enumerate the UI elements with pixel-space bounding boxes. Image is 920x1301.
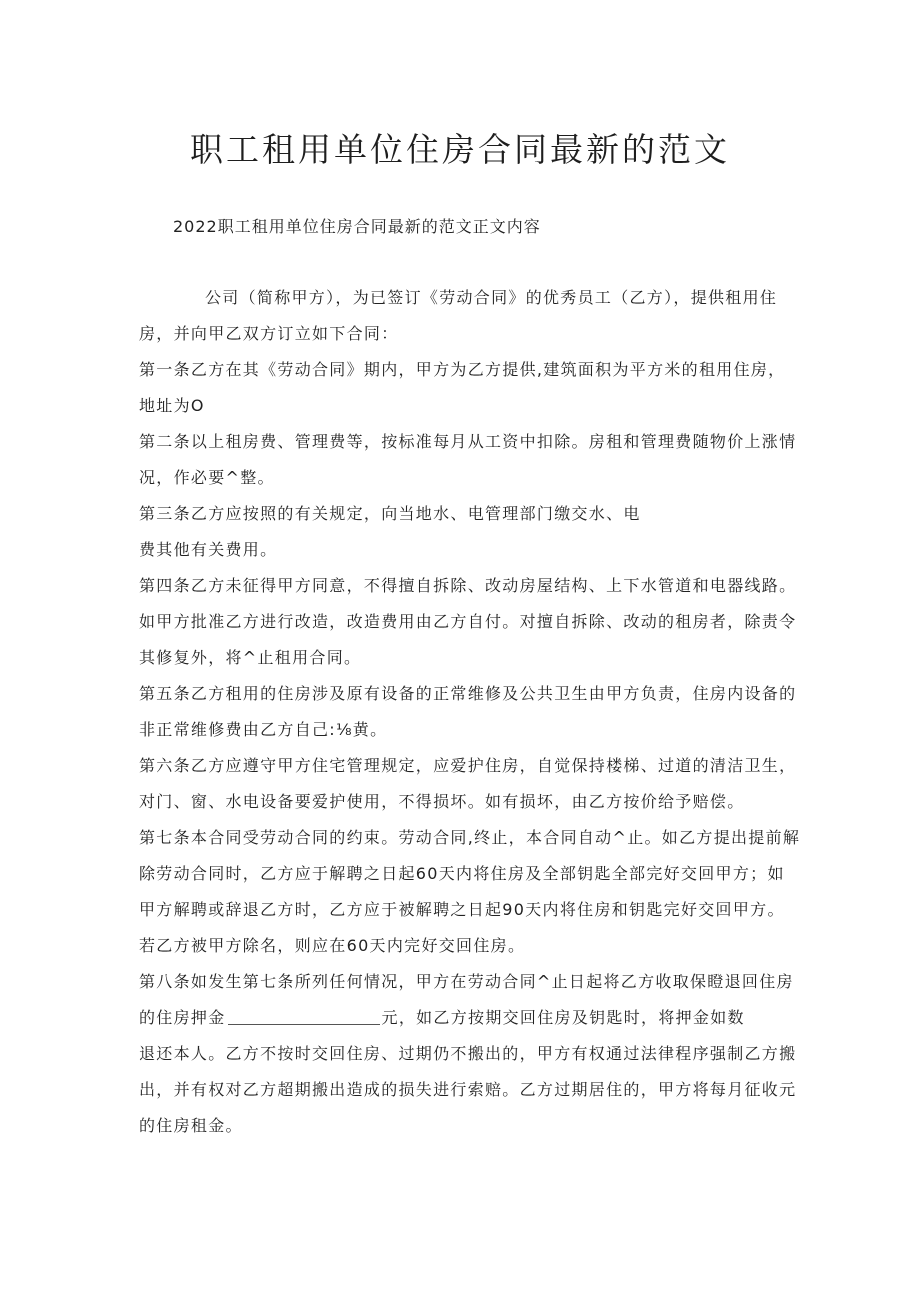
document-subtitle: 2022职工租用单位住房合同最新的范文正文内容: [173, 217, 541, 236]
paragraph-line: 除劳动合同时，乙方应于解聘之日起60天内将住房及全部钥匙全部完好交回甲方；如: [139, 864, 785, 883]
paragraph-line: 第四条乙方未征得甲方同意，不得擅自拆除、改动房屋结构、上下水管道和电器线路。: [139, 576, 797, 595]
paragraph-line: 对门、窗、水电设备要爱护使用，不得损坏。如有损坏，由乙方按价给予赔偿。: [139, 792, 745, 811]
paragraph-line: 公司（简称甲方），为已签订《劳动合同》的优秀员工（乙方），提供租用住: [205, 288, 778, 307]
paragraph-line: 第一条乙方在其《劳动合同》期内，甲方为乙方提供,建筑面积为平方米的租用住房，: [139, 360, 786, 379]
paragraph-line: 若乙方被甲方除名，则应在60天内完好交回住房。: [139, 936, 526, 955]
paragraph-line: 甲方解聘或辞退乙方时，乙方应于被解聘之日起90天内将住房和钥匙完好交回甲方。: [139, 900, 785, 919]
deposit-text-after: 元，如乙方按期交回住房及钥匙时，将押金如数: [381, 1008, 745, 1027]
paragraph-line: 第八条如发生第七条所列任何情况，甲方在劳动合同^止日起将乙方收取保瞪退回住房: [139, 972, 794, 991]
paragraph-line: 房，并向甲乙双方订立如下合同：: [139, 324, 399, 343]
paragraph-line: 第六条乙方应遵守甲方住宅管理规定，应爱护住房，自觉保持楼梯、过道的清洁卫生，: [139, 756, 797, 775]
paragraph-line: 地址为O: [139, 396, 205, 415]
paragraph-line: 的住房租金。: [139, 1116, 243, 1135]
paragraph-line: 其修复外，将^止租用合同。: [139, 648, 362, 667]
paragraph-line: 第三条乙方应按照的有关规定，向当地水、电管理部门缴交水、电: [139, 504, 641, 523]
paragraph-line: 第二条以上租房费、管理费等，按标准每月从工资中扣除。房租和管理费随物价上涨情: [139, 432, 797, 451]
deposit-text-before: 的住房押金: [139, 1008, 226, 1027]
paragraph-line: 第七条本合同受劳动合同的约束。劳动合同,终止，本合同自动^止。如乙方提出提前解: [139, 828, 801, 847]
paragraph-line: 况，作必要^整。: [139, 468, 275, 487]
paragraph-line: 费其他有关费用。: [139, 540, 278, 559]
paragraph-line: 如甲方批准乙方进行改造，改造费用由乙方自付。对擅自拆除、改动的租房者，除责令: [139, 612, 797, 631]
deposit-line: [139, 1005, 745, 1028]
paragraph-line: 非正常维修费由乙方自己:⅛黄。: [139, 720, 388, 739]
document-title: 职工租用单位住房合同最新的范文: [190, 130, 730, 169]
deposit-amount-blank: [228, 1010, 380, 1025]
paragraph-line: 出，并有权对乙方超期搬出造成的损失进行索赔。乙方过期居住的，甲方将每月征收元: [139, 1080, 797, 1099]
paragraph-line: 第五条乙方租用的住房涉及原有设备的正常维修及公共卫生由甲方负责，住房内设备的: [139, 684, 797, 703]
paragraph-line: 退还本人。乙方不按时交回住房、过期仍不搬出的，甲方有权通过法律程序强制乙方搬: [139, 1044, 797, 1063]
